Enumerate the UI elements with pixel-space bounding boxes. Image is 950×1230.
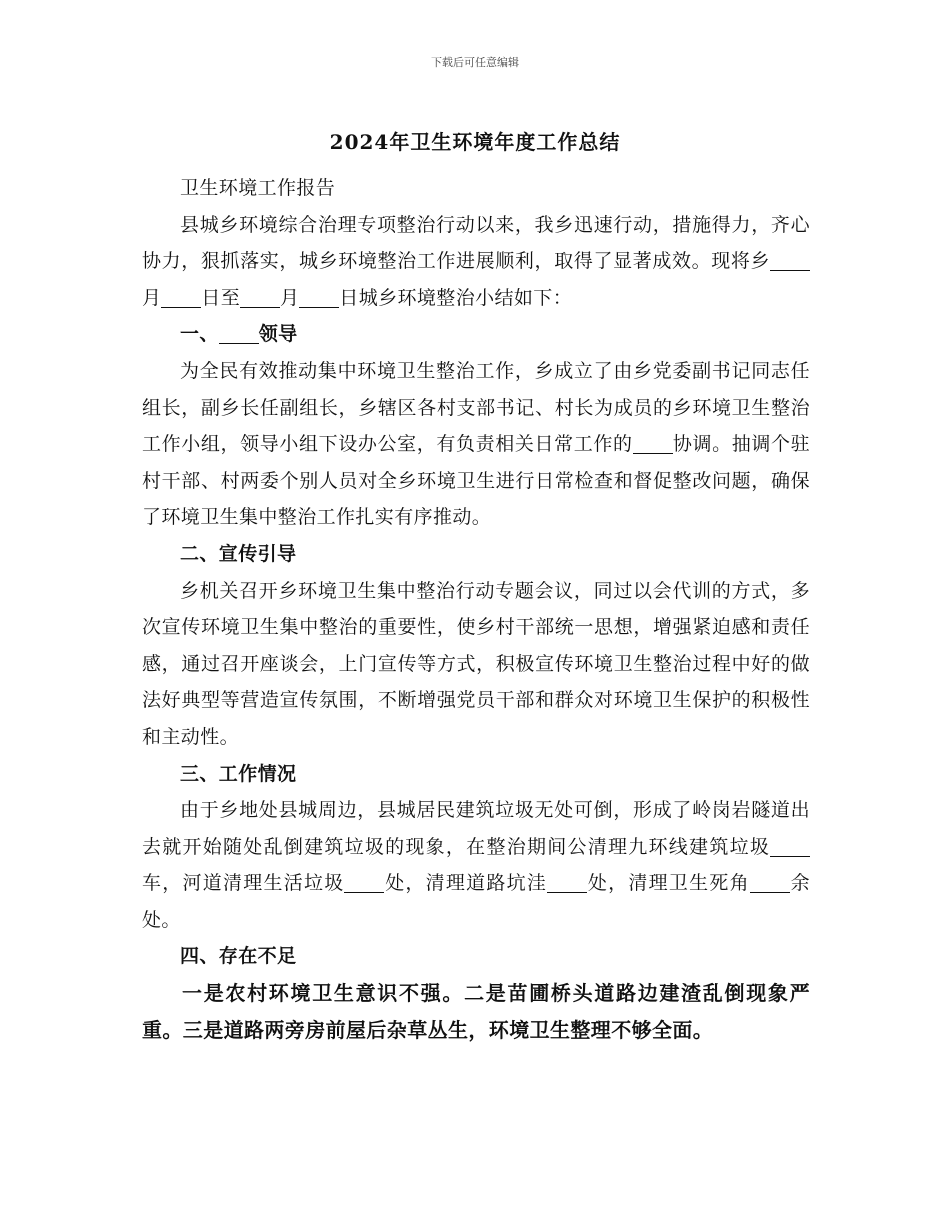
section-1-heading-suffix: 领导 bbox=[258, 323, 298, 346]
blank-field bbox=[750, 873, 790, 893]
blank-field bbox=[161, 288, 201, 308]
section-1-heading bbox=[142, 316, 810, 353]
section-3-text-1: 由于乡地处县城周边，县城居民建筑垃圾无处可倒，形成了岭岗岩隧道出去就开始随处乱倒建筑垃圾的现象，在整治期间公清理九环线建筑垃圾 bbox=[142, 799, 810, 858]
section-1-text-2: 协调。抽调个驻村干部、村两委个别人员对全乡环境卫生进行日常检查和督促整改问题，确保了环境卫生集中整治工作扎实有序推动。 bbox=[142, 433, 810, 529]
section-1-body bbox=[142, 353, 810, 536]
blank-field bbox=[344, 873, 384, 893]
blank-field bbox=[770, 837, 810, 857]
section-1-text-1: 为全民有效推动集中环境卫生整治工作，乡成立了由乡党委副书记同志任组长，副乡长任副组长，乡辖区各村支部书记、村长为成员的乡环境卫生整治工作小组，领导小组下设办公室，有负责相关日常工作的 bbox=[142, 359, 810, 456]
header-note: 下载后可任意编辑 bbox=[431, 56, 519, 69]
section-3-heading: 三、工作情况 bbox=[180, 762, 297, 785]
section-3-text-5: 余处。 bbox=[142, 872, 810, 931]
intro-text-4: 月 bbox=[280, 286, 300, 309]
section-2-heading: 二、宣传引导 bbox=[180, 542, 297, 565]
blank-field bbox=[219, 324, 259, 344]
blank-field bbox=[240, 288, 280, 308]
blank-field bbox=[770, 251, 810, 271]
report-subtitle: 卫生环境工作报告 bbox=[180, 177, 336, 199]
intro-text-2: 月 bbox=[142, 286, 162, 309]
document-title: 2024年卫生环境年度工作总结 bbox=[329, 130, 621, 154]
section-1-heading-prefix: 一、 bbox=[180, 323, 219, 346]
document-body bbox=[142, 170, 810, 1048]
blank-field bbox=[633, 434, 673, 454]
section-4-heading: 四、存在不足 bbox=[180, 945, 297, 968]
section-3-text-4: 处，清理卫生死角 bbox=[587, 872, 750, 895]
intro-paragraph bbox=[142, 207, 810, 317]
section-2-body: 乡机关召开乡环境卫生集中整治行动专题会议，同过以会代训的方式，多次宣传环境卫生集中整治的重要性，使乡村干部统一思想，增强紧迫感和责任感，通过召开座谈会，上门宣传等方式，积极宣传环境卫生整治过程中好的做法好典型等营造宣传氛围，不断增强党员干部和群众对环境卫生保护的积极性和主动性。 bbox=[142, 579, 810, 748]
section-3-text-2: 车，河道清理生活垃圾 bbox=[142, 872, 345, 895]
section-4-body: 一是农村环境卫生意识不强。二是苗圃桥头道路边建渣乱倒现象严重。三是道路两旁房前屋后杂草丛生，环境卫生整理不够全面。 bbox=[142, 981, 810, 1042]
intro-text-5: 日城乡环境整治小结如下： bbox=[339, 286, 573, 309]
blank-field bbox=[547, 873, 587, 893]
section-3-body bbox=[142, 792, 810, 938]
intro-text-1: 县城乡环境综合治理专项整治行动以来，我乡迅速行动，措施得力，齐心协力，狠抓落实，城乡环境整治工作进展顺利，取得了显著成效。现将乡 bbox=[142, 213, 810, 273]
blank-field bbox=[299, 288, 339, 308]
intro-text-3: 日至 bbox=[201, 286, 241, 309]
section-3-text-3: 处，清理道路坑洼 bbox=[384, 872, 548, 895]
